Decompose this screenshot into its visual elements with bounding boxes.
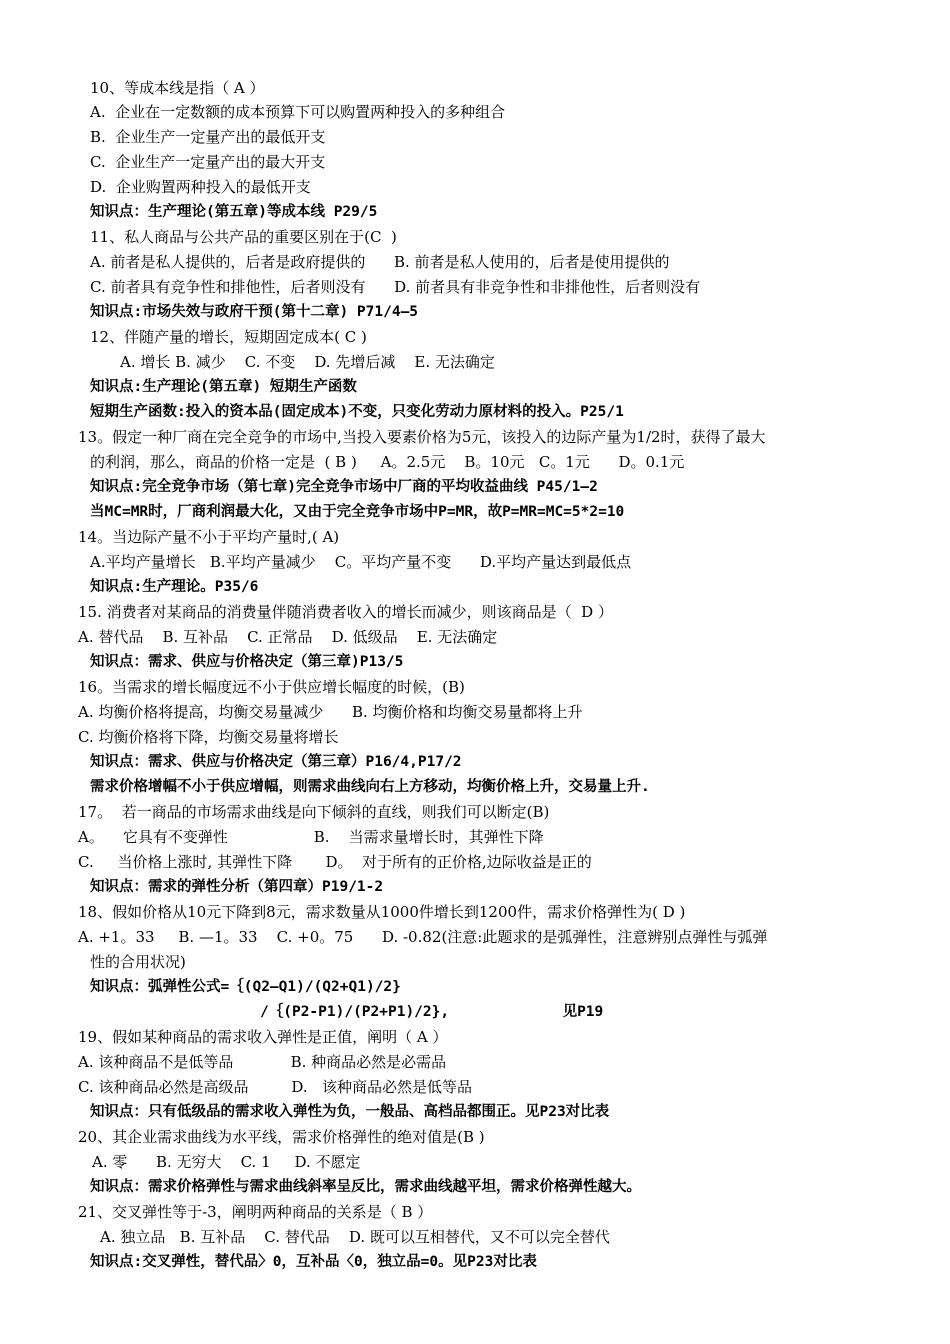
- knowledge-point-line: 知识点：弧弹性公式=｛(Q2—Q1)/(Q2+Q1)/2}: [90, 979, 401, 995]
- question-line: C. 均衡价格将下降，均衡交易量将增长: [78, 728, 339, 746]
- knowledge-point-line: 知识点：需求、供应与价格决定（第三章）P16/4,P17/2: [90, 754, 462, 770]
- question-line: 10、等成本线是指（ A ）: [90, 79, 265, 97]
- question-line: A. 零 B. 无穷大 C. 1 D. 不愿定: [92, 1153, 361, 1171]
- question-line: 21、交叉弹性等于-3，阐明两种商品的关系是（ B ）: [78, 1203, 433, 1221]
- knowledge-point-line: 知识点:市场失效与政府干预(第十二章) P71/4—5: [90, 304, 419, 320]
- question-line: D. 企业购置两种投入的最低开支: [90, 178, 311, 196]
- knowledge-point-line: 知识点：只有低级品的需求收入弹性为负，一般品、高档品都围正。见P23对比表: [90, 1104, 610, 1120]
- question-line: 17。 若一商品的市场需求曲线是向下倾斜的直线，则我们可以断定(B): [78, 803, 550, 821]
- knowledge-point-line: 知识点:生产理论。P35/6: [90, 579, 259, 595]
- question-line: A. 前者是私人提供的，后者是政府提供的 B. 前者是私人使用的，后者是使用提供的: [90, 253, 670, 271]
- question-line: C. 该种商品必然是高级品 D. 该种商品必然是低等品: [78, 1078, 472, 1096]
- question-line: A. +1。33 B. —1。33 C. +0。75 D. -0.82(注意:此题求的是弧弹性，注意辨别点弹性与弧弹: [78, 928, 768, 946]
- question-line: 13。假定一种厂商在完全竞争的市场中,当投入要素价格为5元，该投入的边际产量为1/2时，获得了最大: [78, 428, 766, 446]
- question-line: 19、假如某种商品的需求收入弹性是正值，阐明（ A ）: [78, 1028, 448, 1046]
- question-line: A. 企业在一定数额的成本预算下可以购置两种投入的多种组合: [90, 103, 506, 121]
- question-line: 16。当需求的增长幅度远不小于供应增长幅度的时候，(B): [78, 678, 465, 696]
- knowledge-point-line: 知识点:交叉弹性，替代品〉0，互补品〈0，独立品=0。见P23对比表: [90, 1254, 537, 1270]
- question-line: A.平均产量增长 B.平均产量减少 C。平均产量不变 D.平均产量达到最低点: [90, 553, 632, 571]
- question-line: A. 替代品 B. 互补品 C. 正常品 D. 低级品 E. 无法确定: [78, 628, 498, 646]
- question-line: C. 企业生产一定量产出的最大开支: [90, 153, 326, 171]
- knowledge-point-line: 知识点：生产理论(第五章)等成本线 P29/5: [90, 204, 378, 220]
- question-line: B. 企业生产一定量产出的最低开支: [90, 128, 326, 146]
- question-line: A. 均衡价格将提高，均衡交易量减少 B. 均衡价格和均衡交易量都将上升: [78, 703, 583, 721]
- question-line: 14。当边际产量不小于平均产量时,( A): [78, 528, 340, 546]
- question-line: 11、私人商品与公共产品的重要区别在于(C ): [90, 228, 397, 246]
- question-line: A. 独立品 B. 互补品 C. 替代品 D. 既可以互相替代，又不可以完全替代: [100, 1228, 610, 1246]
- question-line: A。 它具有不变弹性 B. 当需求量增长时，其弹性下降: [78, 828, 544, 846]
- question-line: C. 前者具有竞争性和排他性，后者则没有 D. 前者具有非竞争性和非排他性，后者则没有: [90, 278, 701, 296]
- question-line: 15. 消费者对某商品的消费量伴随消费者收入的增长而减少，则该商品是（ D ）: [78, 603, 613, 621]
- knowledge-point-line: 知识点：需求、供应与价格决定（第三章)P13/5: [90, 654, 404, 670]
- question-line: 的利润，那么，商品的价格一定是 ( B ) A。2.5元 B。10元 C。1元 D。0.1元: [90, 453, 685, 471]
- question-line: 20、其企业需求曲线为水平线，需求价格弹性的绝对值是(B ): [78, 1128, 485, 1146]
- knowledge-point-line: 知识点：需求价格弹性与需求曲线斜率呈反比，需求曲线越平坦，需求价格弹性越大。: [90, 1179, 641, 1195]
- question-line: A. 该种商品不是低等品 B. 种商品必然是必需品: [78, 1053, 447, 1071]
- knowledge-point-line: 知识点：需求的弹性分析（第四章）P19/1-2: [90, 879, 384, 895]
- knowledge-point-line: 短期生产函数:投入的资本品(固定成本)不变，只变化劳动力原材料的投入。P25/1: [90, 404, 624, 420]
- question-line: C. 当价格上涨时, 其弹性下降 D。 对于所有的正价格,边际收益是正的: [78, 853, 592, 871]
- knowledge-point-line: 知识点:生产理论(第五章) 短期生产函数: [90, 379, 357, 395]
- knowledge-point-line: 知识点:完全竞争市场（第七章)完全竞争市场中厂商的平均收益曲线 P45/1—2: [90, 479, 598, 495]
- knowledge-point-line: 当MC=MR时，厂商利润最大化，又由于完全竞争市场中P=MR，故P=MR=MC=5*2=10: [90, 504, 625, 520]
- knowledge-point-line: /｛(P2-P1)/(P2+P1)/2}, 见P19: [260, 1004, 604, 1020]
- question-line: 12、伴随产量的增长，短期固定成本( C ): [90, 328, 367, 346]
- knowledge-point-line: 需求价格增幅不小于供应增幅，则需求曲线向右上方移动，均衡价格上升，交易量上升.: [90, 779, 650, 795]
- question-line: 18、假如价格从10元下降到8元，需求数量从1000件增长到1200件，需求价格弹性为( D ): [78, 903, 686, 921]
- question-line: A. 增长 B. 减少 C. 不变 D. 先增后减 E. 无法确定: [120, 353, 495, 371]
- question-line: 性的合用状况): [90, 953, 186, 971]
